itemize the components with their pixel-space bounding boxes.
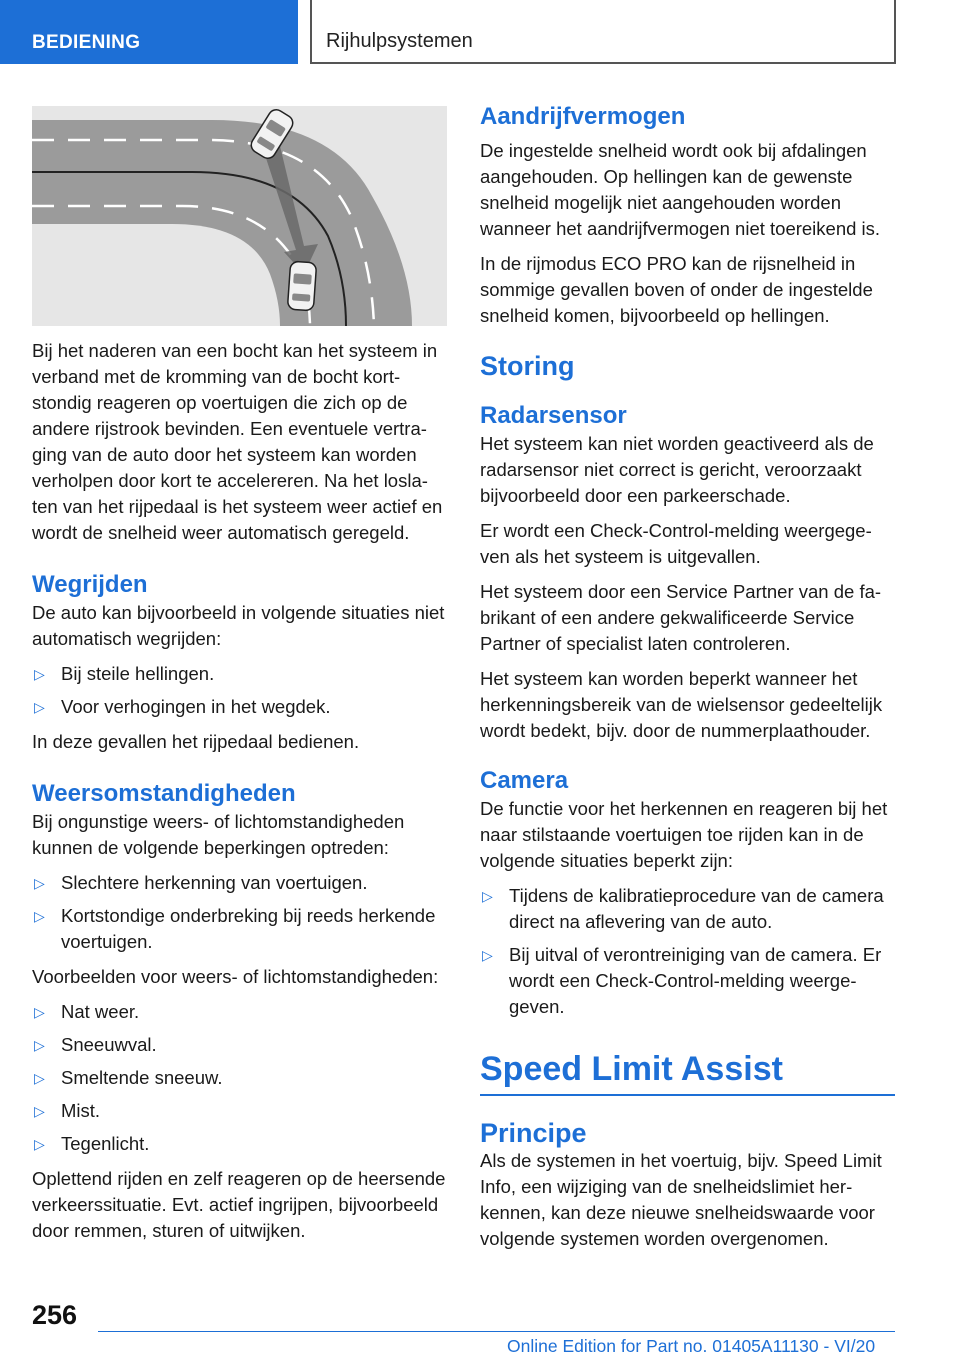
weers-text: Bij ongunstige weers- of lichtomstandigheden kunnen de volgende beperkingen optreden: [32,811,405,858]
section-tab [0,0,298,64]
left-column [32,106,447,1253]
list-item: ▷ Sneeuwval. [32,1032,447,1058]
list-item: ▷ Slechtere herkenning van voertuigen. [32,870,447,896]
heading-weersomstandigheden: Weersomstandigheden [32,780,296,807]
edition-text: Online Edition for Part no. 01405A11130 - VI/20 [507,1336,876,1356]
triangle-right-outline-icon: ▷ [34,1103,45,1119]
heading-wegrijden: Wegrijden [32,571,148,598]
list-item: ▷ Kortstondige onderbreking bij reeds herkende voertuigen. [34,905,436,952]
chapter-tab [310,0,896,64]
radar-p4: Het systeem kan worden beperkt wanneer het herkenningsbereik van de wielsensor gedeeltelijk wordt bedekt, bijv. door de nummerplaathouder. [480,668,883,741]
heading-storing: Storing [480,351,575,381]
page-number: 256 [32,1300,78,1330]
section-label: BEDIENING [32,32,141,53]
triangle-right-outline-icon: ▷ [34,699,45,715]
radar-p3: Het systeem door een Service Partner van de fabrikant of een andere gekwalificeerde Service Partner of specialist laten controleren. [480,581,882,654]
aandrijf-p2: In de rijmodus ECO PRO kan de rijsnelheid in sommige gevallen boven of onder de ingestelde snelheid komen, bijvoorbeeld op hellingen. [480,253,873,326]
triangle-right-outline-icon: ▷ [34,666,45,682]
triangle-right-outline-icon: ▷ [34,908,45,924]
radar-p1: Het systeem kan niet worden geactiveerd als de radarsensor niet correct is gericht, veroorzaakt bijvoorbeeld door een parkeerschade. [480,433,874,506]
weers-after: Oplettend rijden en zelf reageren op de heersende verkeerssituatie. Evt. actief ingrijpen, bijvoorbeeld door remmen, sturen of uitwijken. [32,1168,446,1241]
triangle-right-outline-icon: ▷ [34,1004,45,1020]
principe-p1: Als de systemen in het voertuig, bijv. Speed Limit Info, een wijziging van de snelheidslimiet herkennen, kan deze nieuwe snelheidswaarde voor volgende systemen worden overgenomen. [480,1150,882,1249]
curve-illustration [32,106,447,326]
list-item: ▷ Smeltende sneeuw. [32,1065,447,1091]
wegrijden-text: De auto kan bijvoorbeeld in volgende situaties niet automatisch wegrijden: [32,602,445,649]
triangle-right-outline-icon: ▷ [34,1070,45,1086]
weers-examples-list [32,999,447,1157]
triangle-right-outline-icon: ▷ [34,1037,45,1053]
chapter-label: Rijhulpsystemen [326,30,473,52]
right-column [480,102,895,1261]
heading-principe: Principe [480,1118,587,1148]
wegrijden-after: In deze gevallen het rijpedaal bedienen. [32,731,360,752]
list-item: ▷ Nat weer. [32,999,447,1025]
list-item: ▷ Tijdens de kalibratieprocedure van de camera direct na aflevering van de auto. [482,885,884,932]
list-item: ▷ Voor verhogingen in het wegdek. [32,694,447,720]
aandrijf-p1: De ingestelde snelheid wordt ook bij afdalingen aangehouden. Op hellingen kan de gewenste snelheid mogelijk niet aangehouden worden wanneer het aandrijfvermogen niet toereikend is. [480,140,881,239]
heading-speed-limit-assist: Speed Limit Assist [480,1048,895,1096]
heading-radarsensor: Radarsensor [480,402,627,429]
camera-p1: De functie voor het herkennen en reageren bij het naar stilstaande voertuigen toe rijden kan in de volgende situaties beperkt zijn: [480,798,888,871]
wegrijden-list [32,661,447,720]
list-item: ▷ Mist. [32,1098,447,1124]
list-item: ▷ Bij steile hellingen. [32,661,447,687]
triangle-right-outline-icon: ▷ [34,875,45,891]
intro-paragraph: Bij het naderen van een bocht kan het systeem in verband met de kromming van de bocht kortstondig reageren op voertuigen die zich op de andere rijstrook bevinden. Een eventuele vertraging van de auto door het systeem kan worden verholpen door kort te accelereren. Na het loslaten van het rijpedaal is het systeem weer actief en wordt de snelheid weer automatisch geregeld. [32,340,443,543]
radar-p2: Er wordt een Check-Control-melding weergegeven als het systeem is uitgevallen. [480,520,872,567]
triangle-right-outline-icon: ▷ [482,947,493,963]
weers-list [32,870,447,955]
list-item: ▷ Bij uitval of verontreiniging van de camera. Er wordt een Check-Control-melding weergegeven. [482,944,882,1017]
heading-camera: Camera [480,767,569,794]
triangle-right-outline-icon: ▷ [34,1136,45,1152]
camera-list [480,883,895,1020]
list-item: ▷ Tegenlicht. [32,1131,447,1157]
heading-aandrijfvermogen: Aandrijfvermogen [480,103,686,130]
triangle-right-outline-icon: ▷ [482,888,493,904]
weers-text2: Voorbeelden voor weers- of lichtomstandigheden: [32,966,439,987]
footer-divider [98,1331,895,1332]
